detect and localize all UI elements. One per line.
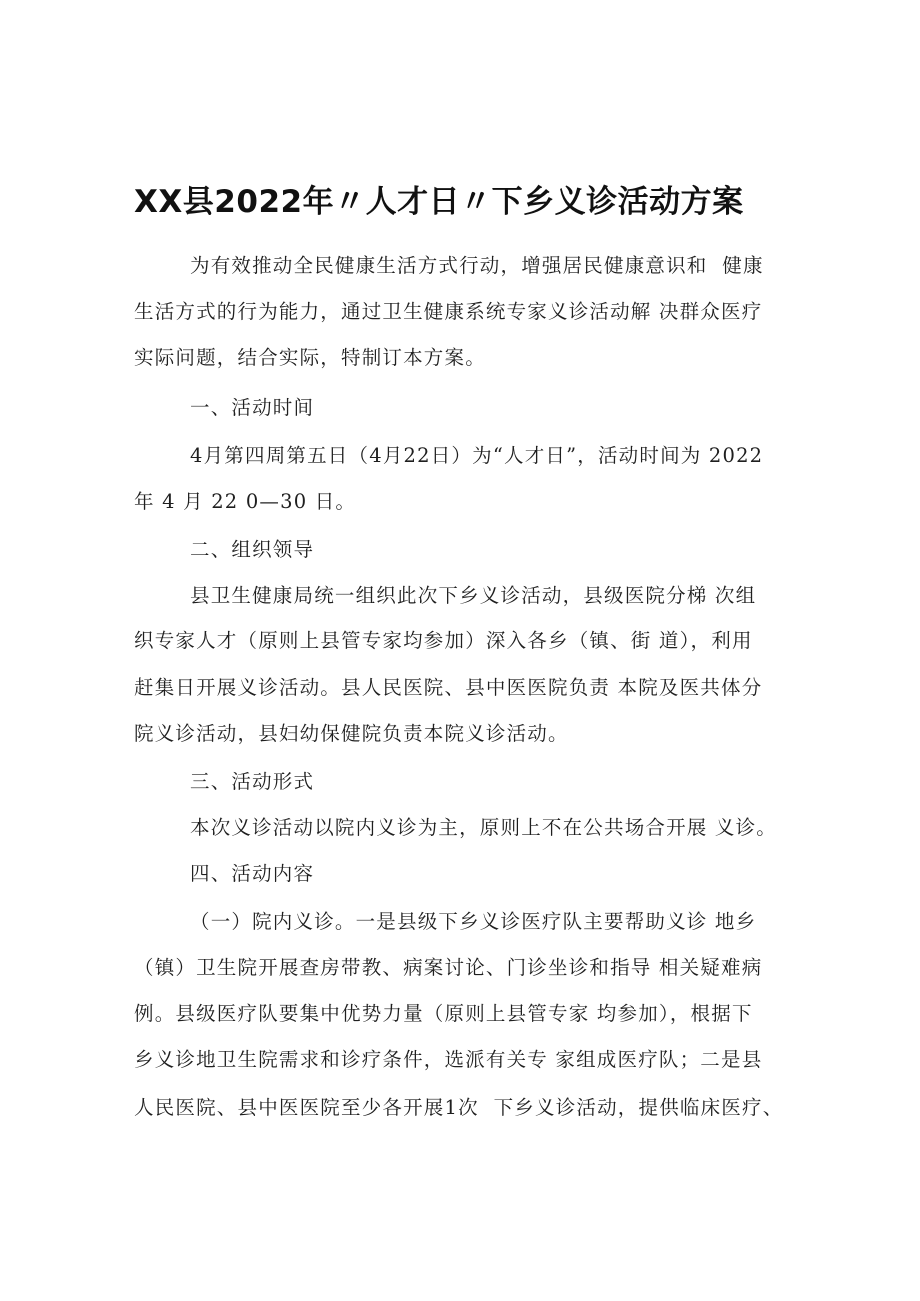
document-title: XX县2022年〃人才日〃下乡义诊活动方案: [134, 184, 744, 220]
paragraph-line: 生活方式的行为能力，通过卫生健康系统专家义诊活动解 决群众医疗: [134, 300, 763, 323]
paragraph-line: 织专家人才（原则上县管专家均参加）深入各乡（镇、街 道），利用: [134, 629, 753, 652]
paragraph-line: 赶集日开展义诊活动。县人民医院、县中医医院负责 本院及医共体分: [134, 676, 763, 699]
paragraph-line: 实际问题，结合实际，特制订本方案。: [134, 346, 486, 369]
paragraph-line: （一）院内义诊。一是县级下乡义诊医疗队主要帮助义诊 地乡: [190, 910, 757, 933]
paragraph-line: 例。县级医疗队要集中优势力量（原则上县管专家 均参加），根据下: [134, 1002, 753, 1025]
paragraph-line: 县卫生健康局统一组织此次下乡义诊活动，县级医院分梯 次组: [190, 584, 757, 607]
section-heading: 三、活动形式: [190, 770, 315, 793]
section-heading: 二、组织领导: [190, 538, 315, 561]
paragraph-line: 人民医院、县中医医院至少各开展1次 下乡义诊活动，提供临床医疗、: [134, 1096, 784, 1119]
section-heading: 一、活动时间: [190, 396, 315, 419]
section-heading: 四、活动内容: [190, 862, 315, 885]
paragraph-line: 4月第四周第五日（4月22日）为“人才日”，活动时间为 2022: [190, 444, 764, 467]
paragraph-line: 为有效推动全民健康生活方式行动，增强居民健康意识和 健康: [190, 254, 764, 277]
paragraph-line: 院义诊活动，县妇幼保健院负责本院义诊活动。: [134, 722, 569, 745]
paragraph-line: 乡义诊地卫生院需求和诊疗条件，选派有关专 家组成医疗队；二是县: [134, 1048, 763, 1071]
paragraph-line: 本次义诊活动以院内义诊为主，原则上不在公共场合开展 义诊。: [190, 816, 777, 839]
paragraph-line: （镇）卫生院开展查房带教、病案讨论、门诊坐诊和指导 相关疑难病: [134, 956, 763, 979]
paragraph-line: 年 4 月 22 0—30 日。: [134, 490, 357, 513]
